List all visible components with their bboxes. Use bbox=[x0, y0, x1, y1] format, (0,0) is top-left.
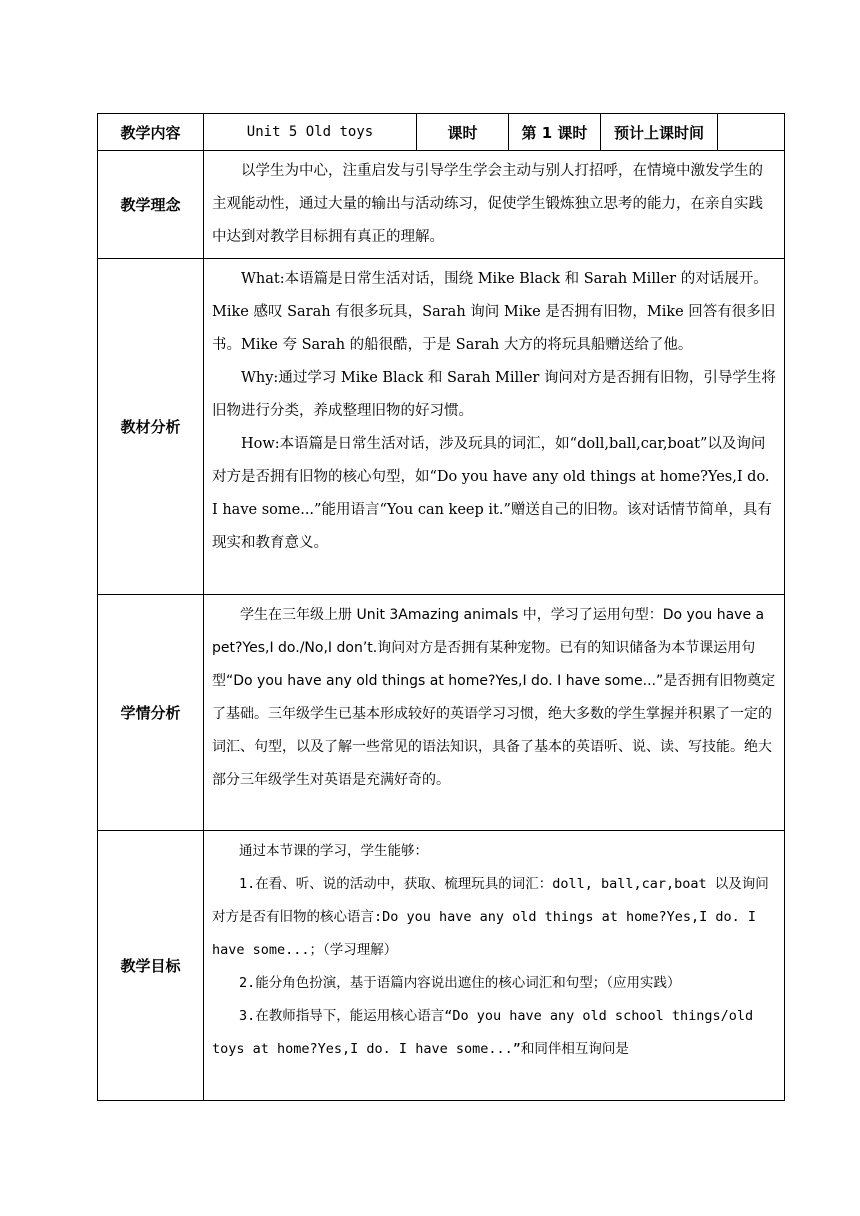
header-row bbox=[98, 114, 785, 151]
objectives-label: 教学目标 bbox=[98, 831, 204, 1101]
material-cell bbox=[204, 259, 785, 595]
concept-label: 教学理念 bbox=[98, 151, 204, 259]
period-label: 课时 bbox=[417, 114, 509, 151]
schedule-label: 预计上课时间 bbox=[601, 114, 718, 151]
objectives-intro: 通过本节课的学习，学生能够： bbox=[239, 843, 428, 859]
material-why: Why:通过学习 Mike Black 和 Sarah Miller 询问对方是否拥有旧物，引导学生将旧物进行分类，养成整理旧物的好习惯。 bbox=[212, 370, 776, 419]
learner-row bbox=[98, 595, 785, 831]
learner-cell bbox=[204, 595, 785, 831]
material-label: 教材分析 bbox=[98, 259, 204, 595]
teaching-content-label: 教学内容 bbox=[98, 114, 204, 151]
objective-3: 3.在教师指导下，能运用核心语言“Do you have any old school things/old toys at home?Yes,I do. I have some...”和同伴相互询问是 bbox=[212, 1008, 754, 1057]
objectives-cell bbox=[204, 831, 785, 1101]
unit-title: Unit 5 Old toys bbox=[204, 114, 417, 151]
objective-2: 2.能分角色扮演，基于语篇内容说出遮住的核心词汇和句型；（应用实践） bbox=[239, 975, 681, 991]
concept-row bbox=[98, 151, 785, 259]
period-value: 第 1 课时 bbox=[509, 114, 601, 151]
lesson-plan-page bbox=[97, 113, 784, 1101]
lesson-plan-table bbox=[97, 113, 785, 1101]
objectives-row bbox=[98, 831, 785, 1101]
objective-1: 1.在看、听、说的活动中，获取、梳理玩具的词汇：doll, ball,car,boat 以及询问对方是否有旧物的核心语言:Do you have any old things at home?Yes,I do. I have some...；（学习理解） bbox=[212, 876, 769, 958]
learner-label: 学情分析 bbox=[98, 595, 204, 831]
material-what: What:本语篇是日常生活对话，围绕 Mike Black 和 Sarah Miller 的对话展开。Mike 感叹 Sarah 有很多玩具，Sarah 询问 Mike 是否拥有旧物，Mike 回答有很多旧书。Mike 夸 Sarah 的船很酷，于是 Sarah 大方的将玩具船赠送给了他。 bbox=[212, 271, 776, 353]
schedule-value bbox=[718, 114, 785, 151]
concept-cell bbox=[204, 151, 785, 259]
material-row bbox=[98, 259, 785, 595]
learner-text: 学生在三年级上册 Unit 3Amazing animals 中，学习了运用句型：Do you have a pet?Yes,I do./No,I don’t.询问对方是否拥有某种宠物。已有的知识储备为本节课运用句型“Do you have any old things at home?Yes,I do. I have some...”是否拥有旧物奠定了基础。三年级学生已基本形成较好的英语学习习惯，绝大多数的学生掌握并积累了一定的词汇、句型，以及了解一些常见的语法知识，具备了基本的英语听、说、读、写技能。绝大部分三年级学生对英语是充满好奇的。 bbox=[212, 607, 776, 788]
material-how: How:本语篇是日常生活对话，涉及玩具的词汇，如“doll,ball,car,boat”以及询问对方是否拥有旧物的核心句型，如“Do you have any old things at home?Yes,I do. I have some...”能用语言“You can keep it.”赠送自己的旧物。该对话情节简单，具有现实和教育意义。 bbox=[212, 436, 772, 551]
concept-text: 以学生为中心，注重启发与引导学生学会主动与别人打招呼，在情境中激发学生的主观能动性，通过大量的输出与活动练习，促使学生锻炼独立思考的能力，在亲自实践中达到对教学目标拥有真正的理解。 bbox=[212, 163, 763, 245]
